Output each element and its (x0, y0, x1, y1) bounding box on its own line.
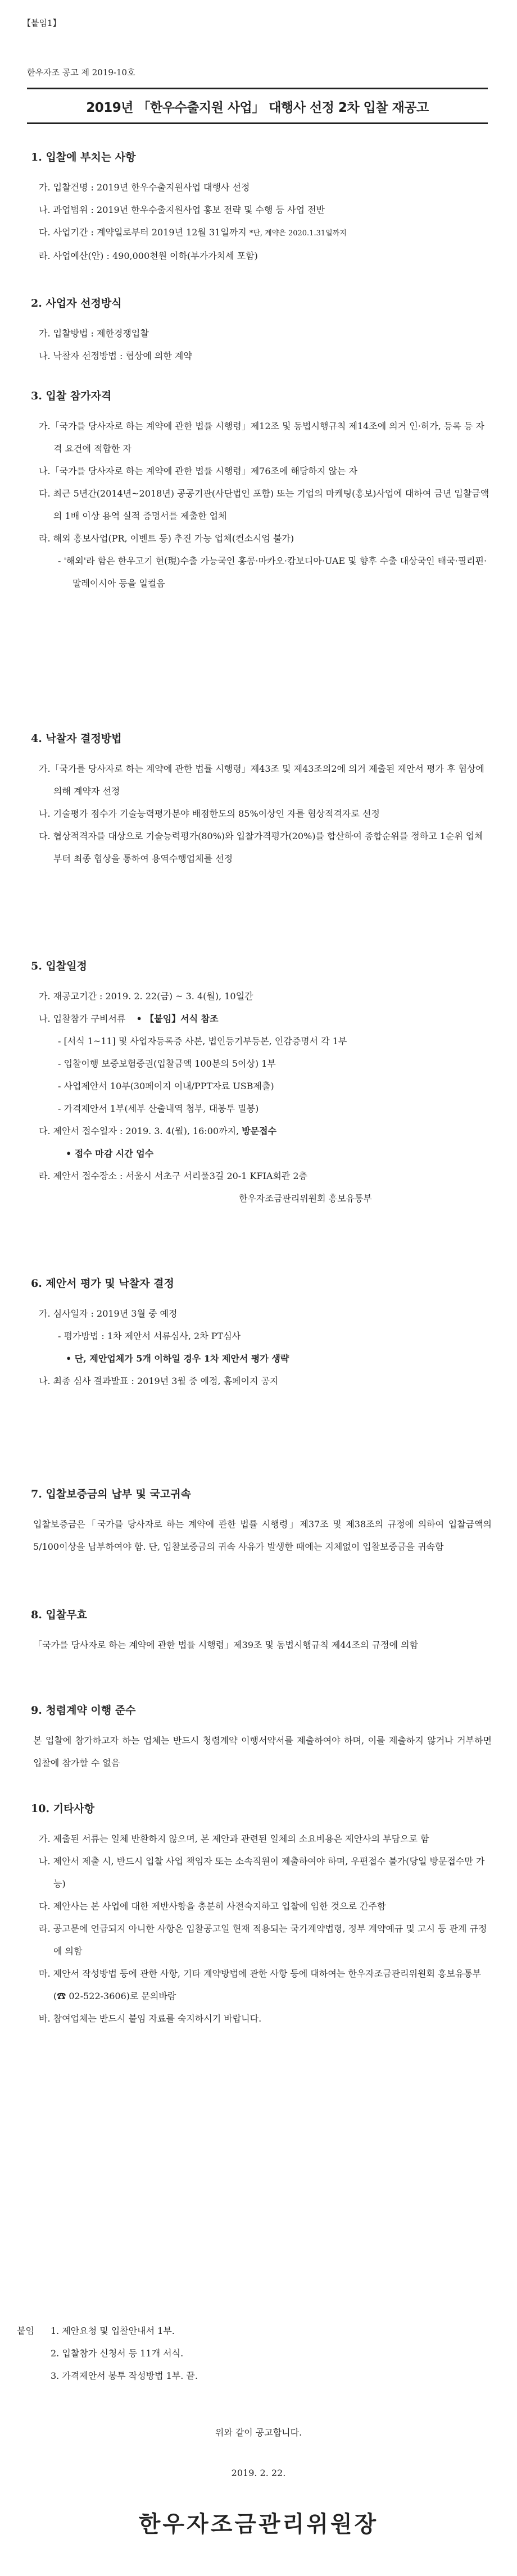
section-5 (31, 958, 492, 1210)
period-main: 다. 사업기간 : 계약일로부터 2019년 12월 31일까지 (39, 227, 247, 238)
section-heading: 7. 입찰보증금의 납부 및 국고귀속 (31, 1488, 191, 1500)
issuer-name: 한우자조금관리위원장 (138, 2511, 379, 2537)
docs-ref: • 【붙임】서식 참조 (136, 1013, 219, 1024)
section-1 (31, 149, 492, 267)
sub-item: - 가격제안서 1부(세부 산출내역 첨부, 대봉투 밀봉) (58, 1103, 259, 1114)
section-2 (31, 295, 492, 367)
list-item (39, 1120, 492, 1143)
list-item: 가. 재공고기간 : 2019. 2. 22(금) ~ 3. 4(월), 10일간 (39, 991, 253, 1002)
page-title: 2019년 「한우수출지원 사업」 대행사 선정 2차 입찰 재공고 (86, 101, 429, 115)
list-item (39, 221, 492, 245)
section-heading: 4. 낙찰자 결정방법 (31, 732, 122, 745)
section-heading: 10. 기타사항 (31, 1803, 95, 1815)
list-item-continued: 한우자조금관리위원회 홍보유통부 (239, 1193, 372, 1204)
list-item: 가.「국가를 당사자로 하는 계약에 관한 법률 시행령」제12조 및 동법시행규칙 제14조에 의거 인·허가, 등록 등 자격 요건에 적합한 자 (39, 421, 484, 454)
section-10 (31, 1800, 492, 2030)
section-heading: 3. 입찰 참가자격 (31, 390, 112, 402)
list-item: 나. 제안서 제출 시, 반드시 입찰 사업 책임자 또는 소속직원이 제출하여야 하며, 우편접수 불가(당일 방문접수만 가능) (39, 1856, 485, 1889)
list-item: 나.「국가를 당사자로 하는 계약에 관한 법률 시행령」제76조에 해당하지 않는 자 (39, 466, 357, 476)
notice-number: 한우자조 공고 제 2019-10호 (27, 67, 135, 78)
sub-item: - 입찰이행 보증보험증권(입찰금액 100분의 5이상) 1부 (58, 1058, 276, 1069)
issue-date: 2019. 2. 22. (231, 2468, 286, 2478)
sub-item: - 평가방법 : 1차 제안서 서류심사, 2차 PT심사 (58, 1331, 241, 1341)
section-heading: 6. 제안서 평가 및 낙찰자 결정 (31, 1277, 174, 1290)
deadline-emphasis: 방문접수 (242, 1126, 277, 1136)
list-item: 가. 입찰건명 : 2019년 한우수출지원사업 대행사 선정 (39, 182, 250, 193)
attachment-line: 2. 입찰참가 신청서 등 11개 서식. (51, 2348, 184, 2359)
section-heading: 1. 입찰에 부치는 사항 (31, 151, 136, 163)
list-item: 라. 사업예산(안) : 490,000천원 이하(부가가치세 포함) (39, 251, 258, 261)
section-heading: 9. 청렴계약 이행 준수 (31, 1704, 136, 1717)
deadline-label: 다. 제안서 접수일자 : 2019. 3. 4(월), 16:00까지, (39, 1126, 239, 1136)
paragraph: 입찰보증금은「국가를 당사자로 하는 계약에 관한 법률 시행령」제37조 및 제38조의 규정에 의하여 입찰금액의 5/100이상을 납부하여야 함. 단, 입찰보증금의 귀속 사유가 발생한 때에는 지체없이 입찰보증금을 귀속함 (33, 1519, 492, 1552)
sub-item: - '해외'라 함은 한우고기 현(現)수출 가능국인 홍콩·마카오·캄보디아·UAE 및 향후 수출 대상국인 태국·필리핀·말레이시아 등을 일컬음 (58, 556, 487, 589)
list-item: 라. 공고문에 언급되지 아니한 사항은 입찰공고일 현재 적용되는 국가계약법령, 정부 계약예규 및 고시 등 관계 규정에 의함 (39, 1923, 487, 1956)
attachments-label: 붙임 (17, 2325, 34, 2336)
list-item: 라. 해외 홍보사업(PR, 이벤트 등) 추진 가능 업체(컨소시엄 불가) (39, 533, 294, 544)
sub-item: - 사업제안서 10부(30페이지 이내/PPT자료 USB제출) (58, 1081, 274, 1091)
paragraph: 「국가를 당사자로 하는 계약에 관한 법률 시행령」제39조 및 동법시행규칙 제44조의 규정에 의함 (33, 1640, 419, 1650)
period-note: *단, 계약은 2020.1.31일까지 (249, 229, 347, 238)
section-3 (31, 388, 492, 595)
list-item: 나. 과업범위 : 2019년 한우수출지원사업 홍보 전략 및 수행 등 사업 전반 (39, 204, 325, 215)
section-8 (31, 1606, 492, 1656)
section-9 (31, 1702, 492, 1774)
attachment-tag: 【붙임1】 (22, 18, 61, 28)
section-6 (31, 1275, 492, 1392)
list-item: 가. 제출된 서류는 일체 반환하지 않으며, 본 제안과 관련된 일체의 소요비용은 제안사의 부담으로 함 (39, 1833, 429, 1844)
closing-statement: 위와 같이 공고합니다. (215, 2427, 302, 2438)
attachments (17, 2320, 198, 2387)
list-item: 마. 제안서 작성방법 등에 관한 사항, 기타 계약방법에 관한 사항 등에 대하여는 한우자조금관리위원회 홍보유통부(☎ 02-522-3606)로 문의바람 (39, 1968, 482, 2001)
evaluation-note: • 단, 제안업체가 5개 이하일 경우 1차 제안서 평가 생략 (66, 1353, 289, 1364)
list-item (39, 1008, 492, 1030)
list-item: 다. 제안사는 본 사업에 대한 제반사항을 충분히 사전숙지하고 입찰에 임한 것으로 간주함 (39, 1901, 386, 1911)
section-4 (31, 730, 492, 870)
section-heading: 5. 입찰일정 (31, 960, 87, 972)
section-heading: 2. 사업자 선정방식 (31, 297, 122, 310)
list-item: 가.「국가를 당사자로 하는 계약에 관한 법률 시행령」제43조 및 제43조의2에 의거 제출된 제안서 평가 후 협상에 의해 계약자 선정 (39, 763, 484, 797)
section-7 (31, 1486, 492, 1558)
list-item: 나. 기술평가 점수가 기술능력평가분야 배점한도의 85%이상인 자를 협상적격자로 선정 (39, 808, 380, 819)
list-item: 가. 입찰방법 : 제한경쟁입찰 (39, 328, 149, 339)
list-item: 가. 심사일자 : 2019년 3월 중 예정 (39, 1308, 178, 1319)
list-item: 다. 협상적격자를 대상으로 기술능력평가(80%)와 입찰가격평가(20%)를 합산하여 종합순위를 정하고 1순위 업체부터 최종 협상을 통하여 용역수행업체를 선정 (39, 831, 483, 864)
sub-item: - [서식 1~11] 및 사업자등록증 사본, 법인등기부등본, 인감증명서 각 1부 (58, 1036, 347, 1046)
attachment-line: 3. 가격제안서 봉투 작성방법 1부. 끝. (51, 2370, 198, 2381)
deadline-note: • 접수 마감 시간 엄수 (66, 1148, 154, 1159)
list-item: 라. 제안서 접수장소 : 서울시 서초구 서리풀3길 20-1 KFIA회관 2층 (39, 1171, 308, 1181)
list-item: 나. 낙찰자 선정방법 : 협상에 의한 계약 (39, 351, 192, 361)
paragraph: 본 입찰에 참가하고자 하는 업체는 반드시 청렴계약 이행서약서를 제출하여야 하며, 이를 제출하지 않거나 거부하면 입찰에 참가할 수 없음 (33, 1735, 492, 1768)
docs-label: 나. 입찰참가 구비서류 (39, 1013, 126, 1024)
section-heading: 8. 입찰무효 (31, 1609, 87, 1621)
list-item: 바. 참여업체는 반드시 붙임 자료를 숙지하시기 바랍니다. (39, 2013, 262, 2024)
title-box (27, 88, 488, 124)
title-bottom-rule (27, 122, 488, 124)
list-item: 다. 최근 5년간(2014년~2018년) 공공기관(사단법인 포함) 또는 기업의 마케팅(홍보)사업에 대하여 금년 입찰금액의 1배 이상 용역 실적 증명서를 제출한 업체 (39, 488, 489, 521)
list-item: 나. 최종 심사 결과발표 : 2019년 3월 중 예정, 홈페이지 공지 (39, 1376, 279, 1386)
attachment-line: 1. 제안요청 및 입찰안내서 1부. (51, 2325, 175, 2336)
